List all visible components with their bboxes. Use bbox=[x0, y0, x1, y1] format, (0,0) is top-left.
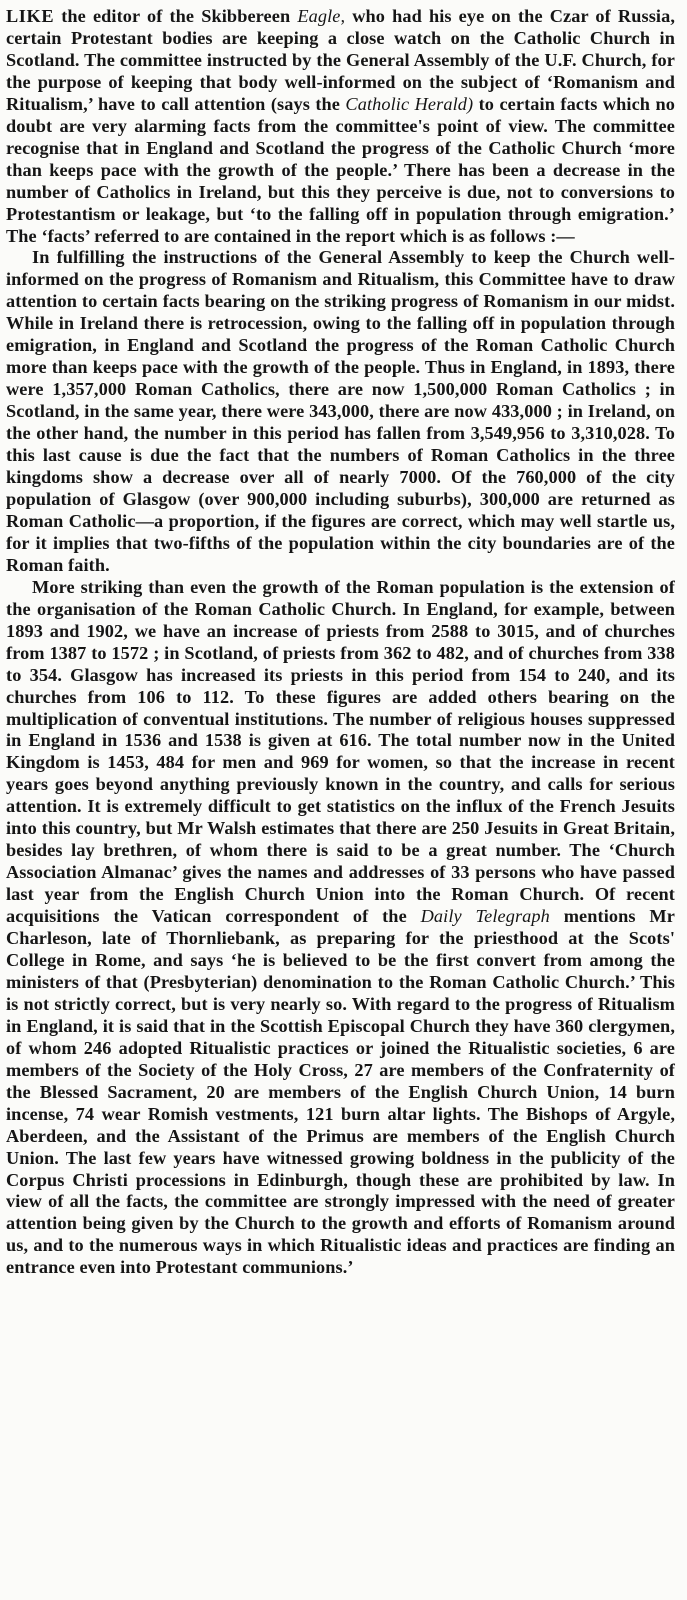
lead-word: LIKE bbox=[6, 6, 55, 26]
paragraph-intro bbox=[6, 6, 675, 247]
newspaper-title-daily-telegraph: Daily Telegraph bbox=[420, 906, 550, 927]
report-text-1: In fulfilling the instructions of the General Assembly to keep the Church well-informed on the progress of Romanism and Ritualism, this Committee have to draw attention to certain facts bearing on the striking progress of Romanism in our midst. While in Ireland there is retrocession, owing to the falling off in population through emigration, in England and Scotland the progress of the Roman Catholic Church more than keeps pace with the growth of the people. Thus in England, in 1893, there were 1,357,000 Roman Catholics, there are now 1,500,000 Roman Catholics ; in Scotland, in the same year, there were 343,000, there are now 433,000 ; in Ireland, on the other hand, the number in this period has fallen from 3,549,956 to 3,310,028. To this last cause is due the fact that the numbers of Roman Catholics in the three kingdoms show a decrease over all of nearly 7000. Of the 760,000 of the city population of Glasgow (over 900,000 including suburbs), 300,000 are returned as Roman Catholic—a proportion, if the figures are correct, which may well startle us, for it implies that two-fifths of the population within the city boundaries are of the Roman faith. bbox=[6, 247, 675, 575]
report-text-2a: More striking than even the growth of the Roman population is the extension of the organisation of the Roman Catholic Church. In England, for example, between 1893 and 1902, we have an increase of priests from 2588 to 3015, and of churches from 1387 to 1572 ; in Scotland, of priests from 362 to 482, and of churches from 338 to 354. Glasgow has increased its priests in this period from 154 to 240, and its churches from 106 to 112. To these figures are added others bearing on the multiplication of conventual institutions. The number of religious houses suppressed in England in 1536 and 1538 is given at 616. The total number now in the United Kingdom is 1453, 484 for men and 969 for women, so that the increase in recent years goes beyond anything previously known in the country, and calls for serious attention. It is extremely difficult to get statistics on the influx of the French Jesuits into this country, but Mr Walsh estimates that there are 250 Jesuits in Great Britain, besides lay brethren, of whom there is said to be a great number. The ‘Church Association Almanac’ gives the names and addresses of 33 persons who have passed last year from the English Church Union into the Roman Church. Of recent acquisitions the Vatican correspondent of the bbox=[6, 576, 675, 927]
newspaper-title-eagle: Eagle, bbox=[297, 6, 346, 26]
intro-text-1: the editor of the Skibbereen bbox=[61, 6, 291, 26]
intro-text-3: to certain facts which no doubt are very alarming facts from the committee's point of view. The committee recognise that in England and Scotland the progress of the Catholic Church ‘more than keeps pace with the growth of the people.’ There has been a decrease in the number of Catholics in Ireland, but this they perceive is due, not to conversions to Protestantism or leakage, but ‘to the falling off in population through emigration.’ The ‘facts’ referred to are contained in the report which is as follows :— bbox=[6, 93, 675, 246]
paragraph-report-2 bbox=[6, 577, 675, 1280]
newspaper-title-catholic-herald: Catholic Herald) bbox=[345, 93, 474, 114]
report-text-2b: mentions Mr Charleson, late of Thornliebank, as preparing for the priesthood at the Scots' College in Rome, and says ‘he is believed to be the first convert from among the ministers of that (Presbyterian) denomination to the Roman Catholic Church.’ This is not strictly correct, but is very nearly so. With regard to the progress of Ritualism in England, it is said that in the Scottish Episcopal Church they have 360 clergymen, of whom 246 adopted Ritualistic practices or joined the Ritualistic societies, 6 are members of the Society of the Holy Cross, 27 are members of the Confraternity of the Blessed Sacrament, 20 are members of the English Church Union, 14 burn incense, 74 wear Romish vestments, 121 burn altar lights. The Bishops of Argyle, Aberdeen, and the Assistant of the Primus are members of the English Church Union. The last few years have witnessed growing boldness in the publicity of the Corpus Christi processions in Edinburgh, though these are prohibited by law. In view of all the facts, the committee are strongly impressed with the need of greater attention being given by the Church to the growth and efforts of Romanism around us, and to the numerous ways in which Ritualistic ideas and practices are finding an entrance even into Protestant communions.’ bbox=[6, 906, 675, 1278]
intro-text-2: who had his eye on the Czar of Russia, certain Protestant bodies are keeping a close watch on the Catholic Church in Scotland. The committee instructed by the General Assembly of the U.F. Church, for the purpose of keeping that body well-informed on the subject of ‘Romanism and Ritualism,’ have to call attention (says the bbox=[6, 6, 676, 114]
paragraph-report-1 bbox=[6, 247, 675, 576]
